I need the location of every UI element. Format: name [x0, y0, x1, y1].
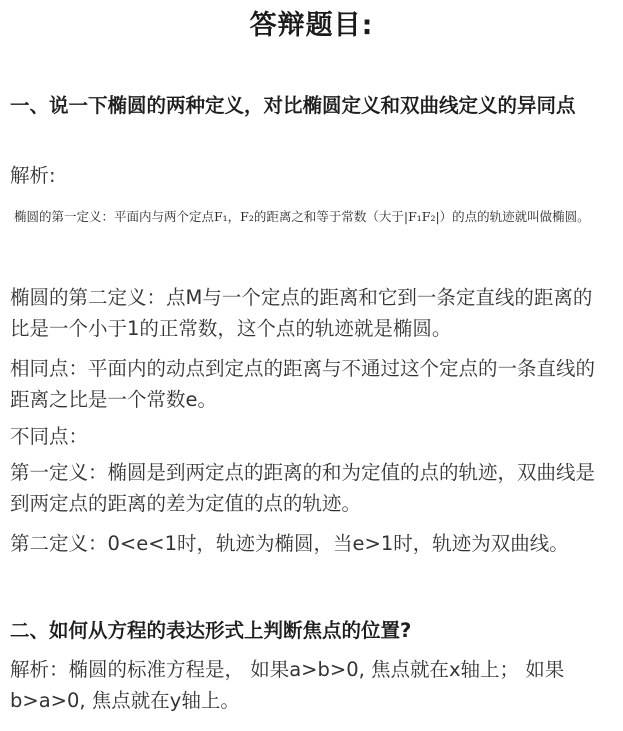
page-title: 答辩题目:: [249, 10, 374, 41]
ellipse-first-definition: 椭圆的第一定义：平面内与两个定点F₁，F₂的距离之和等于常数（大于|F₁F₂|）的点的轨迹就叫做椭圆。: [14, 209, 590, 224]
question-1-analysis-label: 解析:: [10, 164, 56, 187]
question-2-answer: 解析：椭圆的标准方程是， 如果a>b>0, 焦点就在x轴上； 如果b>a>0, 焦点就在y轴上。: [10, 658, 565, 712]
ellipse-second-definition: 椭圆的第二定义：点M与一个定点的距离和它到一条定直线的距离的比是一个小于1的正常数，这个点的轨迹就是椭圆。: [10, 286, 593, 340]
question-2-heading: 二、如何从方程的表达形式上判断焦点的位置?: [10, 619, 412, 642]
difference-second-definition: 第二定义：0<e<1时，轨迹为椭圆，当e>1时，轨迹为双曲线。: [10, 532, 569, 555]
differences-label: 不同点：: [10, 425, 89, 448]
question-1-heading: 一、说一下椭圆的两种定义，对比椭圆定义和双曲线定义的异同点: [10, 94, 576, 117]
similarities-paragraph: 相同点：平面内的动点到定点的距离与不通过这个定点的一条直线的距离之比是一个常数e。: [10, 357, 596, 411]
difference-first-definition: 第一定义：椭圆是到两定点的距离的和为定值的点的轨迹，双曲线是到两定点的距离的差为定值的点的轨迹。: [10, 461, 596, 515]
